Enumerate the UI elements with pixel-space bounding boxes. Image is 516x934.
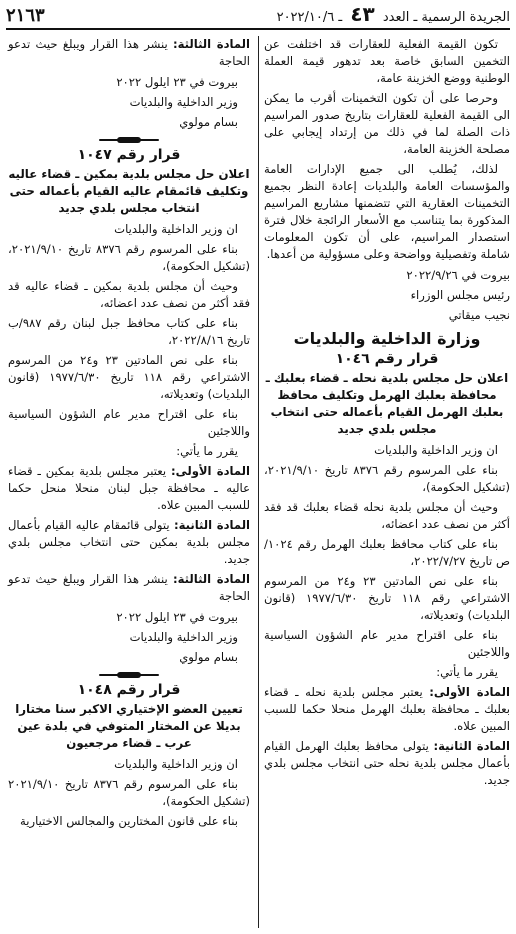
section-separator	[99, 672, 159, 678]
preamble-line: بناء على قانون المختارين والمجالس الاختيارية	[20, 814, 238, 828]
article	[264, 738, 510, 789]
signature-date: بيروت في ٢٣ ايلول ٢٠٢٢	[116, 610, 238, 624]
article-label: المادة الثانية:	[433, 739, 510, 753]
decision-number: قرار رقم ١٠٤٧	[77, 147, 181, 163]
journal-title	[277, 2, 510, 26]
article-text: ينشر هذا القرار ويبلغ حيث تدعو الحاجة	[8, 572, 250, 603]
preamble-line: بناء على نص المادتين ٢٣ و٢٤ من المرسوم الاشتراعي رقم ١١٨ تاريخ ١٩٧٧/٦/٣٠ (قانون البلديات) وتعديلاته،	[264, 574, 510, 622]
article-text: يتولى قائمقام عاليه القيام بأعمال مجلس بلدية بمكين حتى انتخاب مجلس بلدي جديد.	[8, 518, 250, 566]
signature-name: بسام مولوي	[179, 115, 238, 129]
page-header	[6, 2, 510, 30]
left-column	[8, 36, 250, 833]
signature-block	[264, 267, 510, 324]
decides-line: يقرر ما يأتي:	[436, 665, 498, 679]
article-text: يعتبر مجلس بلدية بمكين ـ قضاء عاليه ـ محافظة جبل لبنان منحلا منحل حكما للسبب المبين علاه.	[8, 464, 250, 512]
signature-name: نجيب ميقاتي	[448, 308, 510, 322]
article	[8, 463, 250, 514]
article-text: ينشر هذا القرار ويبلغ حيث تدعو الحاجة	[8, 37, 250, 68]
preamble-line: بناء على نص المادتين ٢٣ و٢٤ من المرسوم الاشتراعي رقم ١١٨ تاريخ ١٩٧٧/٦/٣٠ (قانون البلديات) وتعديلاته،	[8, 353, 250, 401]
paragraph: لذلك، يُطلب الى جميع الإدارات العامة والمؤسسات العامة والبلديات إعادة النظر بجميع التخمينات العقارية التي تتضمنها مشاريع المراسيم المذكورة بما يتناسب مع الأسعار الرائجة خلال فترة استصدار المراسيم، على أن تكون المعلومات شاملة وتفصيلية وواضحة وعلى مسؤولية من أعدها.	[264, 162, 510, 261]
article-label: المادة الثانية:	[173, 518, 251, 532]
preamble-line: ان وزير الداخلية والبلديات	[114, 222, 238, 236]
signature-name: بسام مولوي	[179, 650, 238, 664]
article	[264, 684, 510, 735]
issue-date: ـ ٢٠٢٢/١٠/٦	[276, 10, 343, 25]
signature-block	[8, 609, 250, 666]
decides-line: يقرر ما يأتي:	[176, 444, 238, 458]
signature-date: بيروت في ٢٣ ايلول ٢٠٢٢	[116, 75, 238, 89]
preamble-line: وحيث أن مجلس بلدية بمكين ـ قضاء عاليه قد فقد أكثر من نصف عدد اعضائه،	[8, 279, 250, 310]
preamble-line: بناء على المرسوم رقم ٨٣٧٦ تاريخ ٢٠٢١/٩/١٠، (تشكيل الحكومة)،	[264, 463, 510, 494]
preamble-line: بناء على اقتراح مدير عام الشؤون السياسية واللاجئين	[264, 628, 510, 659]
preamble-line: وحيث أن مجلس بلدية نحله قضاء بعلبك قد فقد أكثر من نصف عدد اعضائه،	[264, 500, 510, 531]
preamble-line: بناء على المرسوم رقم ٨٣٧٦ تاريخ ٢٠٢١/٩/١٠ (تشكيل الحكومة)،	[8, 777, 250, 808]
signature-block	[8, 74, 250, 131]
paragraph: تكون القيمة الفعلية للعقارات قد اختلفت عن التخمين السابق خاصة بعد تدهور قيمة العملة الوطنية ووضع الخزينة عامة،	[264, 37, 510, 85]
article	[8, 36, 250, 70]
decision-headline: اعلان حل مجلس بلدية بمكين ـ قضاء عاليه وتكليف قائمقام عاليه القيام بأعماله حتى انتخاب مجلس بلدي جديد	[8, 167, 250, 215]
decision-number: قرار رقم ١٠٤٦	[335, 351, 439, 367]
paragraph: وحرصا على أن تكون التخمينات أقرب ما يمكن الى القيمة الفعلية للعقارات بتاريخ صدور المراسيم ذات الصلة لما في ذلك من إرتداد إيجابي على مصلحة الخزينة العامة،	[264, 91, 510, 156]
article	[8, 517, 250, 568]
signature-date: بيروت في ٢٠٢٢/٩/٢٦	[406, 268, 510, 282]
article-text: يتولى محافظ بعلبك الهرمل القيام بأعمال مجلس بلدية نحله حتى انتخاب مجلس بلدي جديد.	[264, 739, 510, 787]
journal-name: الجريدة الرسمية ـ العدد	[382, 10, 510, 25]
preamble-line: بناء على اقتراح مدير عام الشؤون السياسية واللاجئين	[8, 407, 250, 438]
right-column	[264, 36, 510, 792]
signature-title: وزير الداخلية والبلديات	[129, 630, 238, 644]
preamble-line: ان وزير الداخلية والبلديات	[114, 757, 238, 771]
signature-title: رئيس مجلس الوزراء	[410, 288, 510, 302]
preamble-line: بناء على المرسوم رقم ٨٣٧٦ تاريخ ٢٠٢١/٩/١٠، (تشكيل الحكومة)،	[8, 242, 250, 273]
page-number: ٢١٦٣	[6, 5, 45, 26]
issue-number: ٤٣	[350, 2, 375, 26]
article-label: المادة الثالثة:	[172, 572, 251, 586]
article	[8, 571, 250, 605]
preamble-line: بناء على كتاب محافظ بعلبك الهرمل رقم ١٠٢٤/ص تاريخ ٢٠٢٢/٧/٢٧،	[264, 537, 510, 568]
article-label: المادة الثالثة:	[172, 37, 251, 51]
decision-headline: اعلان حل مجلس بلدية نحله ـ قضاء بعلبك ـ محافظة بعلبك الهرمل وتكليف محافظ بعلبك الهرمل القيام بأعماله حتى انتخاب مجلس بلدي جديد	[265, 371, 509, 436]
preamble-line: بناء على كتاب محافظ جبل لبنان رقم ٩٨٧/ب تاريخ ٢٠٢٢/٨/١٦،	[8, 316, 250, 347]
article-text: يعتبر مجلس بلدية نحله ـ قضاء بعلبك ـ محافظة بعلبك الهرمل منحلا حكما للسبب المبين علاه.	[264, 685, 510, 733]
section-separator	[99, 137, 159, 143]
article-label: المادة الأولى:	[170, 464, 250, 478]
decision-headline: تعيين العضو الإختياري الاكبر سنا مختارا بديلا عن المختار المتوفي في بلدة عين عرب ـ قضاء مرجعيون	[15, 702, 243, 750]
article-label: المادة الأولى:	[429, 685, 510, 699]
column-divider	[258, 36, 259, 928]
decision-number: قرار رقم ١٠٤٨	[77, 682, 181, 698]
signature-title: وزير الداخلية والبلديات	[129, 95, 238, 109]
preamble-line: ان وزير الداخلية والبلديات	[374, 443, 498, 457]
ministry-heading: وزارة الداخلية والبلديات	[293, 329, 481, 348]
